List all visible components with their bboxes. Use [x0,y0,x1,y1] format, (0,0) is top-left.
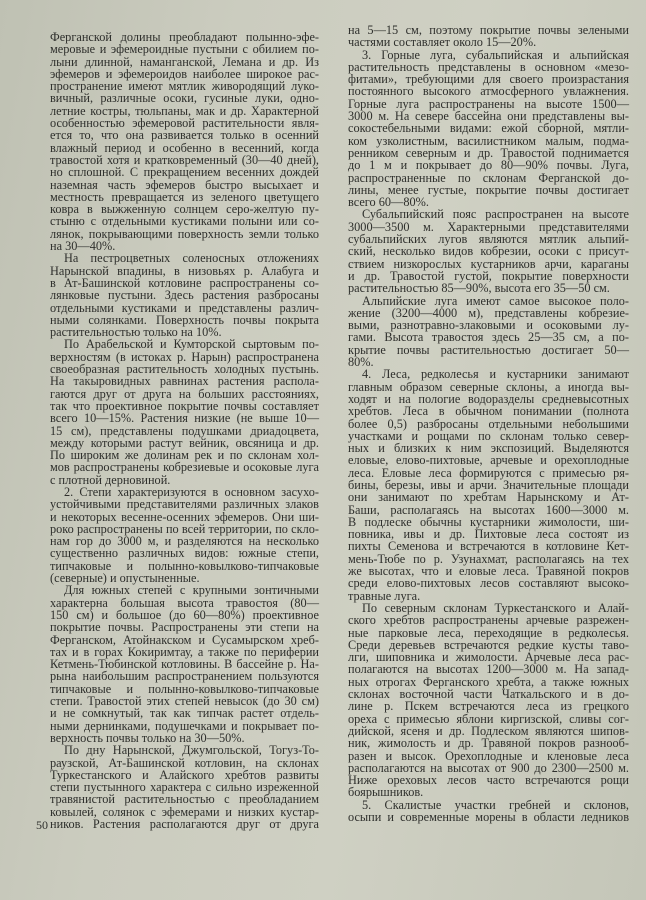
text-line: ренником северным и др. Травостой поднимается [348,145,629,160]
text-line: они занимают по хребтам Нарынскому и Ат- [348,490,629,505]
paragraph [348,799,629,824]
text-line: с плотной дерновиной. [50,472,171,487]
text-line: ковылей, солянок с эфемерами и низких кустар- [50,804,319,819]
text-line: растительностью только на 10%. [50,325,222,340]
text-line: на 5—15 см, поэтому покрытие почвы зелеными [348,23,629,37]
text-line: 80%. [348,355,374,370]
text-line: ствием низкорослых кустарников арчи, караганы [348,256,629,271]
paragraph [348,208,629,294]
text-line: еловые, елово-пихтовые, арчевые и орехоплодные [348,453,629,468]
text-line: более 0,5) разбросаны отдельными небольшими [348,416,629,431]
text-line: субальпийских лугов являются мятлик альпий- [348,232,629,247]
text-line: В подлеске обычны кустарники жимолости, ши- [348,514,629,529]
text-line: ского хребтов распространены арчевые разрежен- [348,613,629,628]
paragraph [50,338,319,486]
text-line: нам гор до 3000 м, и разделяются на несколько [50,534,319,549]
text-line: пихты Семенова и встречаются в котловине Кет- [348,539,629,554]
text-line: травянистой растительностью с преобладанием [50,792,319,807]
text-line: мень-Тюбе по р. Узунахмат, располагаясь на тех [348,551,629,566]
text-line: хребтов. Леса в обычном понимании (полнота [348,404,629,419]
text-line: на 30—40%. [50,239,116,254]
text-line: 3000—3500 м. Характерными представителями [348,219,629,234]
text-line: влажный период и особенно в весенний, когда [50,140,319,155]
text-line: леса. Еловые леса формируются с примесью ря- [348,465,629,480]
text-line: дийской, ясеня и др. Подлеском являются шипов- [348,723,629,738]
text-line: ский, несколько видов кобрезии, осоки с присут- [348,244,629,259]
paragraph [50,584,319,744]
text-line: жение (3200—4000 м), представлены кобрезие- [348,305,629,320]
text-line: лыни длинной, наманганской, Лемана и др. Из [50,54,319,69]
paragraph [348,368,629,602]
text-line: Субальпийский пояс распространен на высоте [362,207,629,222]
text-line: и др. Травостой густой, покрытие поверхности [348,268,629,283]
text-line: главным образом северные склоны, а иногда вы- [348,379,629,394]
text-line: фитами», требующими для своего произрастания [348,72,629,87]
text-line: участками и рощами по склонам только север- [348,428,629,443]
text-line: осыпи и современные морены в области ледников [348,810,629,824]
paragraph [50,744,319,830]
text-line: По широким же долинам рек и по склонам хол- [50,448,319,463]
text-line: ник, жимолость и др. Травяной покров разнооб- [348,736,629,751]
text-line: степи пустынного характера с сильно изреженной [50,780,319,795]
text-line: склонах восточной части Чаткальского и в до- [348,687,629,702]
paragraph [348,602,629,799]
text-line: верхность почвы только на 30—50%. [50,730,245,745]
text-line: ные парковые леса, переходящие в редколесья. [348,625,629,640]
text-line: Ферганской долины преобладают полынно-эфе- [50,30,319,44]
right-column [348,24,629,823]
text-line: в Ат-Башинской котловине распространены со- [50,275,319,290]
text-line: бины, березы, ивы и арчи. Значительные площади [348,477,629,492]
text-line: верхностям (в истоках р. Нарын) распространена [50,349,319,364]
text-line: и некоторых весенне-осенних эфемеров. Они ши- [50,509,319,524]
text-line: пространение имеют мятлик живородящий луко- [50,79,319,94]
text-line: ными дернинками, подушечками и покрывает по- [50,718,319,733]
text-line: травостой хотя и кратковременный (30—40 дней), [50,152,319,167]
text-line: 4. Леса, редколесья и кустарники занимают [362,367,629,382]
paragraph [348,49,629,209]
text-line: гаются друг от друга на больших расстояниях, [50,386,319,401]
text-line: ковра в выжженную солнцем серо-желтую пу- [50,202,319,217]
text-line: 2. Степи характеризуются в основном засухо- [64,484,319,499]
text-line: 5. Скалистые участки гребней и склонов, [362,797,629,812]
text-line: особенностью эфемеровой растительности явля- [50,116,319,131]
text-line: лины, менее густые, покрытие почвы достигает [348,182,629,197]
text-line: покрытие почвы. Распространены эти степи на [50,620,319,635]
text-line: постоянного высокого атмосферного увлажнения. [348,84,629,99]
text-line: характерна большая высота травостоя (80— [50,595,319,610]
paragraph [348,295,629,369]
text-line: Ферганском, Атойнакском и Сусамырском хреб- [50,632,319,647]
text-line: ных и близких к ним экспозиций. Выделяются [348,441,629,456]
text-line: существенно различных видов: южные степи, [50,546,319,561]
text-line: между которыми растут вейник, овсяница и др. [50,435,319,450]
text-line: По северным склонам Туркестанского и Алай- [362,600,629,615]
text-line: лги, шиповника и жимолости. Арчевые леса рас- [348,650,629,665]
text-line: Баши, располагаясь на высотах 1600—3000 м. [348,502,629,517]
page-number: 50 [36,818,48,832]
text-line: Альпийские луга имеют самое высокое поло- [362,293,629,308]
text-line: всего 60—80%. [348,195,429,210]
text-line: ными солянками. Поверхность почвы покрыта [50,312,319,327]
text-line: Для южных степей с крупными зонтичными [64,583,319,598]
text-line: располагаются на высотах от 900 до 2300—2500 м. [348,760,629,775]
text-line: устойчивыми представителями различных злаков [50,497,319,512]
text-line: 3. Горные луга, субальпийская и альпийская [362,47,629,62]
text-line: меровые и эфемероидные пустыни с обилием по- [50,42,319,57]
text-line: ных отрогах Ферганского хребта, а также южных [348,674,629,689]
text-line: Нарынской впадины, в низовьях р. Алабуга и [50,263,319,278]
text-line: 15 см), представлены подушками дриадоцвета, [50,423,319,438]
text-line: типчаковые и полынно-ковылково-типчаковые [50,681,319,696]
text-line: ореха с примесью яблони киргизской, сливы сог- [348,711,629,726]
text-line: травные луга. [348,588,421,603]
text-line: роко распространены по всей территории, по скло- [50,521,319,536]
text-line: гами. Высота травостоя здесь 25—35 см, а по- [348,330,629,345]
text-line: На такыровидных равнинах растения распола- [50,374,319,389]
text-line: лянковые пустыни. Здесь растения разбросаны [50,288,319,303]
text-line: Туркестанского и Алайского хребтов развиты [50,767,319,782]
text-line: лянок, покрывающими поверхность земли только [50,226,319,241]
text-line: (северные) и опустыненные. [50,571,200,586]
text-line: до 1 м и покрывает до 80—90% почвы. Луга, [348,158,629,173]
text-line: так что проективное покрытие почвы составляет [50,398,319,413]
text-line: наземная часть эфемеров быстро высыхает и [50,177,319,192]
text-line: и не сомкнутый, так как типчак растет отдель- [50,706,319,721]
text-line: степи. Травостой этих степей невысок (до 30 см) [50,694,319,709]
text-line: На пестроцветных соленосных отложениях [64,251,319,266]
text-line: Среди деревьев встречаются редкие кусты таво- [348,637,629,652]
text-line: полагаются на высотах 1200—3000 м. На запад- [348,662,629,677]
paragraph [348,24,629,49]
text-line: ком узколистным, василистником малым, подма- [348,133,629,148]
text-line: разен и высок. Орехоплодные и кленовые леса [348,748,629,763]
text-line: тах и в горах Кокиримтау, а также по периферии [50,644,319,659]
text-line: своеобразная растительность холодных пустынь. [50,362,319,377]
text-line: всего 10—15%. Растения низкие (не выше 10— [50,411,319,426]
text-line: 3000 м. На севере бассейна они представлены вы- [348,109,629,124]
text-line: По дну Нарынской, Джумгольской, Тогуз-То- [64,743,319,758]
text-line: Ниже ореховых лесов часто встречаются рощи [348,773,629,788]
text-line: отдельными кустиками и представлены различ- [50,300,319,315]
text-line: 150 см) и большое (до 60—80%) проективное [50,607,319,622]
text-line: Горные луга распространены на высоте 1500— [348,96,629,111]
text-line: стыню с отдельными кустиками полыни или со- [50,214,319,229]
text-line: сокостебельными видами: ежой сборной, мятли- [348,121,629,136]
text-line: мов распространены кобрезиевые и осоковые луга [50,460,319,475]
text-line: летние костры, тюльпаны, мак и др. Характерной [50,103,319,118]
text-line: выми, разнотравно-злаковыми и осоковыми лу- [348,318,629,333]
text-line: раузской, Ат-Башинской котловин, на склонах [50,755,319,770]
text-line: растительностью 85—90%, высота его 35—50 см. [348,281,610,296]
text-line: распространенные по склонам Ферганской до- [348,170,629,185]
paragraph [50,486,319,584]
text-line: же высотах, что и еловые леса. Травяной покров [348,564,629,579]
text-line: ходят и на пологие водоразделы средневысотных [348,391,629,406]
text-line: боярышников. [348,785,424,800]
left-column [50,31,319,830]
text-line: Кетмень-Тюбинской котловины. В бассейне р. На- [50,657,319,672]
text-line: местность превращается из зеленого цветущего [50,189,319,204]
text-line: но сплошной. С прекращением весенних дождей [50,165,319,180]
paragraph [50,252,319,338]
text-line: эфемеров и эфемероидов наиболее широкое рас- [50,66,319,81]
text-line: ется то, что она развивается только в осенний [50,128,319,143]
text-line: ников. Растения располагаются друг от друга [50,817,319,831]
text-line: повника, ивы и др. Пихтовые леса состоят из [348,527,629,542]
text-line: типчаковые и полынно-ковылково-типчаковые [50,558,319,573]
text-line: частями составляет около 15—20%. [348,35,537,50]
paragraph [50,31,319,252]
text-line: среди елово-пихтовых лесов составляют высоко- [348,576,629,591]
text-line: растительность представлены в основном «мезо- [348,59,629,74]
text-line: лине р. Пскем встречаются леса из грецкого [348,699,629,714]
text-line: По Арабельской и Кумторской сыртовым по- [64,337,319,352]
text-line: рына наибольшим распространением пользуются [50,669,319,684]
text-line: крытие почвы растительностью достигает 50— [348,342,629,357]
text-line: вичный, различные осоки, гусиные луки, одно- [50,91,319,106]
